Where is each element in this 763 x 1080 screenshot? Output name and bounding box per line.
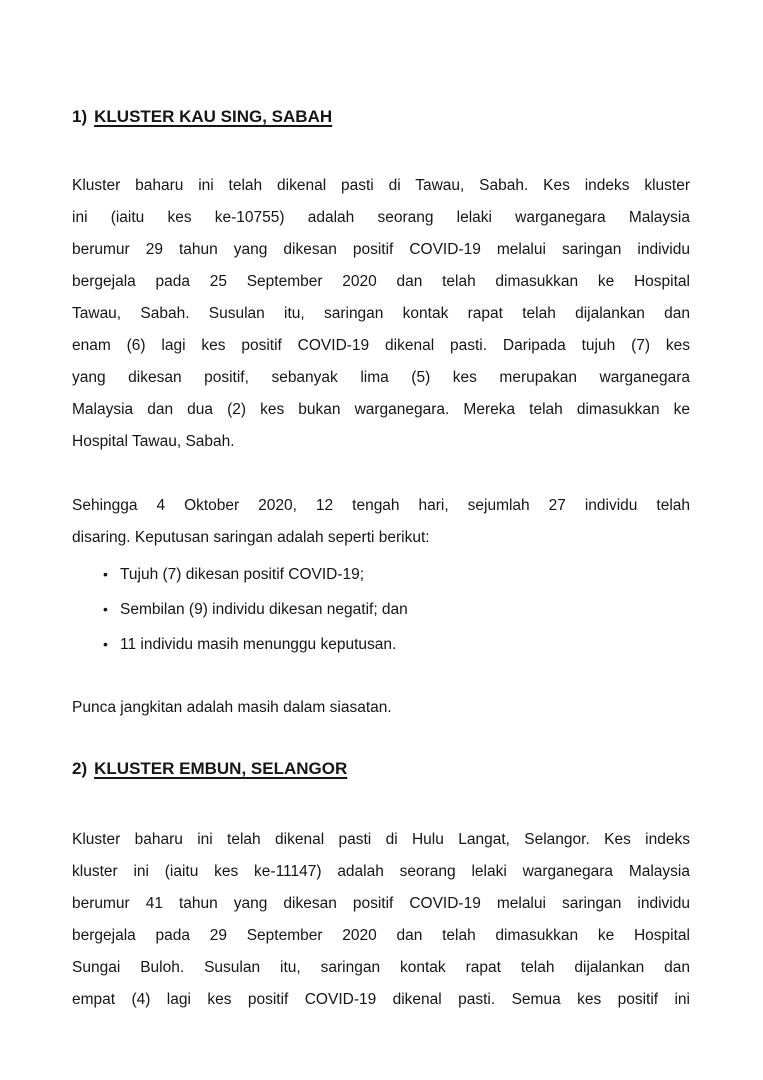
text-line: kluster ini (iaitu kes ke-11147) adalah seorang lelaki warganegara Malaysia [72,863,690,880]
bullet-marker-icon: • [103,566,108,582]
text-line: Punca jangkitan adalah masih dalam siasatan. [72,699,392,716]
heading-number: 1) [72,107,88,126]
heading-title: KLUSTER KAU SING, SABAH [94,107,333,126]
document-content [72,104,690,1048]
screening-results-list [72,558,690,661]
text-line: empat (4) lagi kes positif COVID-19 dikenal pasti. Semua kes positif ini [72,991,690,1008]
paragraph-kau-sing-source [72,692,690,724]
text-line: disaring. Keputusan saringan adalah seperti berikut: [72,529,430,546]
text-line: bergejala pada 29 September 2020 dan telah dimasukkan ke Hospital [72,927,690,944]
section-heading-kluster-embun [72,756,690,782]
text-line: yang dikesan positif, sebanyak lima (5) kes merupakan warganegara [72,369,690,386]
text-line: enam (6) lagi kes positif COVID-19 dikenal pasti. Daripada tujuh (7) kes [72,337,690,354]
text-line: berumur 41 tahun yang dikesan positif COVID-19 melalui saringan individu [72,895,690,912]
text-line: Malaysia dan dua (2) kes bukan warganegara. Mereka telah dimasukkan ke [72,401,690,418]
paragraph-kau-sing-screening [72,490,690,554]
bullet-item [72,558,690,591]
paragraph-kau-sing-description [72,170,690,458]
text-line: Kluster baharu ini telah dikenal pasti di Hulu Langat, Selangor. Kes indeks [72,831,690,848]
bullet-marker-icon: • [103,601,108,617]
section-heading-kluster-kau-sing [72,104,690,130]
bullet-text: 11 individu masih menunggu keputusan. [120,636,397,653]
text-line: Kluster baharu ini telah dikenal pasti di Tawau, Sabah. Kes indeks kluster [72,177,690,194]
heading-number: 2) [72,759,88,778]
text-line: bergejala pada 25 September 2020 dan telah dimasukkan ke Hospital [72,273,690,290]
text-line: berumur 29 tahun yang dikesan positif COVID-19 melalui saringan individu [72,241,690,258]
heading-title: KLUSTER EMBUN, SELANGOR [94,759,348,778]
paragraph-embun-description [72,824,690,1016]
bullet-text: Sembilan (9) individu dikesan negatif; dan [120,601,408,618]
text-line: Sehingga 4 Oktober 2020, 12 tengah hari, sejumlah 27 individu telah [72,497,690,514]
bullet-text: Tujuh (7) dikesan positif COVID-19; [120,566,365,583]
bullet-item [72,593,690,626]
bullet-marker-icon: • [103,636,108,652]
text-line: Hospital Tawau, Sabah. [72,433,235,450]
text-line: Sungai Buloh. Susulan itu, saringan kontak rapat telah dijalankan dan [72,959,690,976]
text-line: ini (iaitu kes ke-10755) adalah seorang lelaki warganegara Malaysia [72,209,690,226]
text-line: Tawau, Sabah. Susulan itu, saringan kontak rapat telah dijalankan dan [72,305,690,322]
bullet-item [72,628,690,661]
